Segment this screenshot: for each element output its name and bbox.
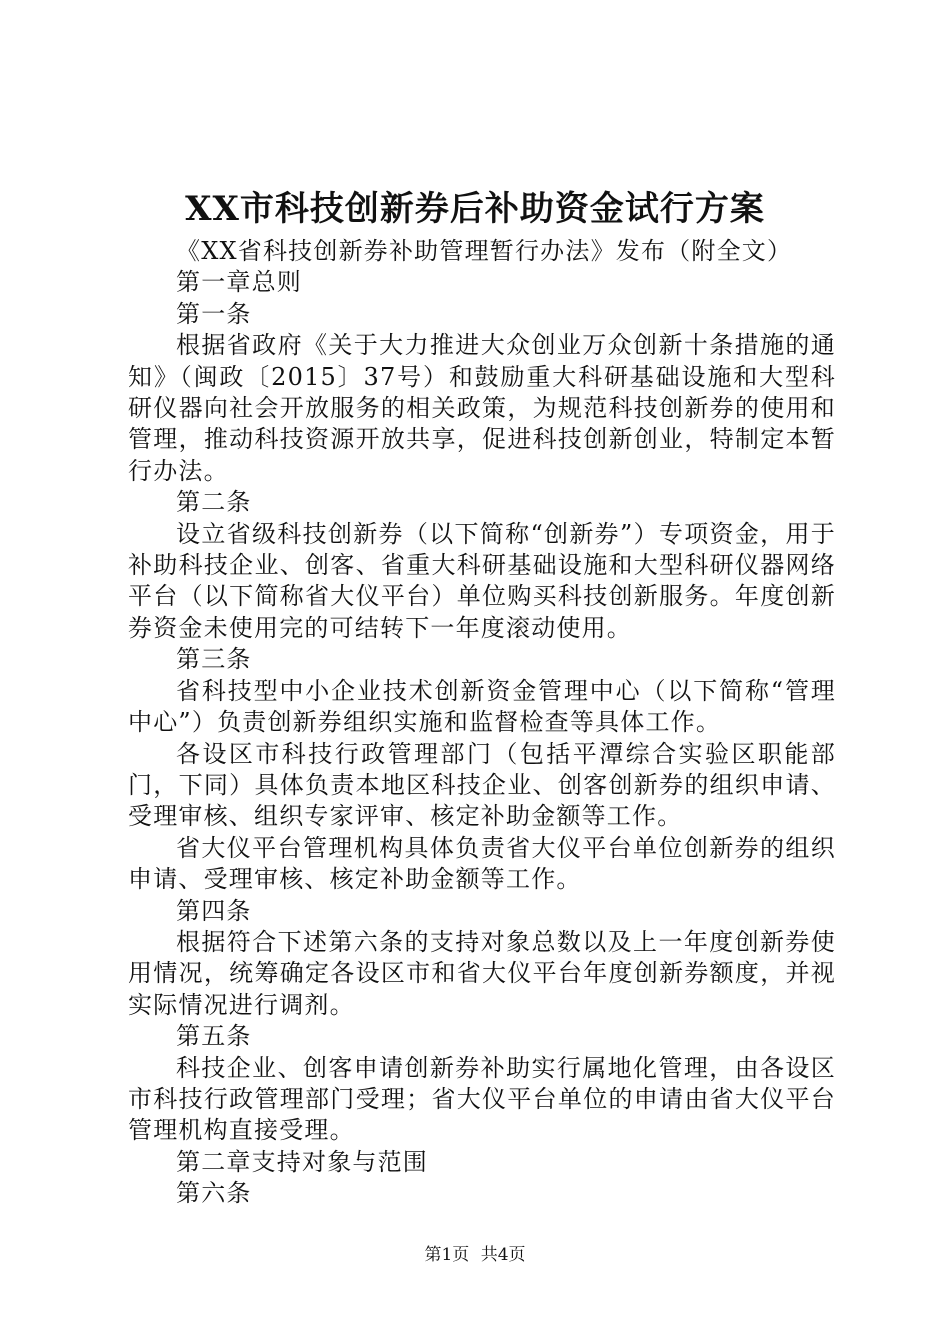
body-paragraph: 根据省政府《关于大力推进大众创业万众创新十条措施的通知》（闽政〔2015〕37号）和鼓励重大科研基础设施和大型科研仪器向社会开放服务的相关政策，为规范科技创新券的使用和管理，推动科技资源开放共享，促进科技创新创业，特制定本暂行办法。 (128, 331, 836, 485)
document-title: XX市科技创新券后补助资金试行方案 (185, 189, 765, 229)
chapter-heading: 第一章总则 (176, 268, 302, 297)
body-paragraph: 科技企业、创客申请创新券补助实行属地化管理，由各设区市科技行政管理部门受理；省大仪平台单位的申请由省大仪平台管理机构直接受理。 (128, 1053, 836, 1145)
body-paragraph: 省科技型中小企业技术创新资金管理中心（以下简称“管理中心”）负责创新券组织实施和监督检查等具体工作。 (128, 676, 836, 737)
subtitle-line: 《XX省科技创新券补助管理暂行办法》发布（附全文） (176, 237, 793, 265)
body-paragraph: 根据符合下述第六条的支持对象总数以及上一年度创新券使用情况，统筹确定各设区市和省大仪平台年度创新券额度，并视实际情况进行调剂。 (128, 927, 836, 1019)
page-number: 第1页 (424, 1245, 470, 1265)
article-heading: 第五条 (176, 1022, 252, 1051)
page-total: 共4页 (480, 1245, 526, 1265)
body-paragraph: 设立省级科技创新券（以下简称“创新券”）专项资金，用于补助科技企业、创客、省重大科研基础设施和大型科研仪器网络平台（以下简称省大仪平台）单位购买科技创新服务。年度创新券资金未使用完的可结转下一年度滚动使用。 (128, 519, 836, 642)
body-paragraph: 省大仪平台管理机构具体负责省大仪平台单位创新券的组织申请、受理审核、核定补助金额等工作。 (128, 833, 836, 894)
article-heading: 第四条 (176, 896, 252, 925)
article-heading: 第三条 (176, 645, 252, 674)
document-body (128, 236, 836, 1210)
chapter-heading: 第二章支持对象与范围 (176, 1147, 428, 1176)
article-heading: 第一条 (176, 299, 252, 328)
page-footer (0, 1243, 950, 1267)
article-heading: 第二条 (176, 488, 252, 517)
article-heading: 第六条 (176, 1179, 252, 1208)
body-paragraph: 各设区市科技行政管理部门（包括平潭综合实验区职能部门，下同）具体负责本地区科技企业、创客创新券的组织申请、受理审核、组织专家评审、核定补助金额等工作。 (128, 739, 836, 831)
